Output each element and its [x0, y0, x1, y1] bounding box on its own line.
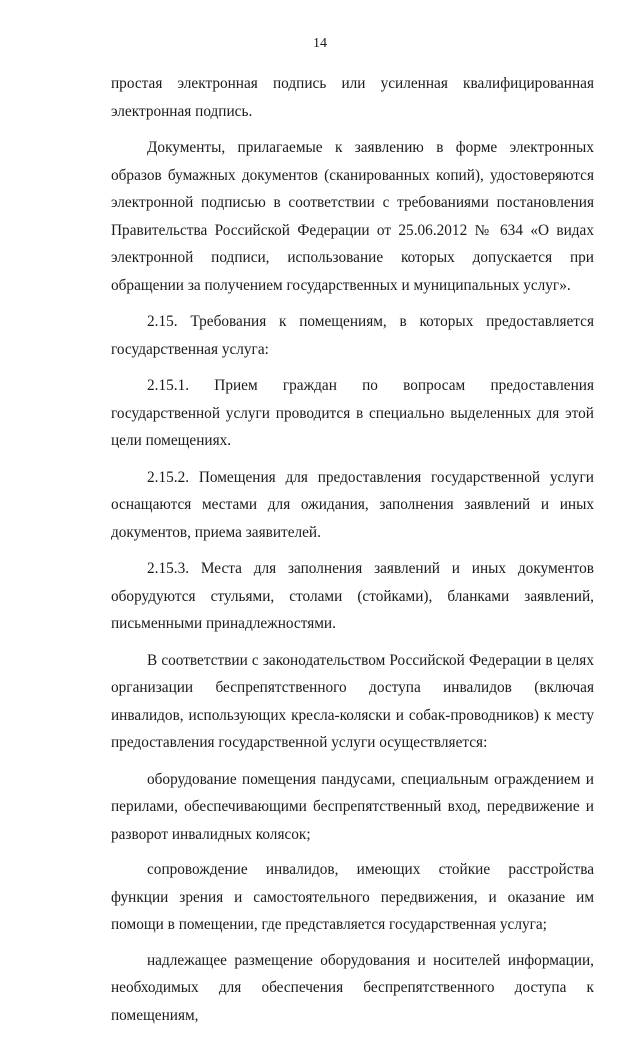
paragraph-2-15-2: 2.15.2. Помещения для предоставления государственной услуги оснащаются местами для ожидания, заполнения заявлений и иных документов, приема заявителей.: [111, 468, 594, 541]
paragraph-2-15-1: 2.15.1. Прием граждан по вопросам предоставления государственной услуги проводится в специально выделенных для этой цели помещениях.: [111, 377, 594, 449]
page-body: [111, 70, 594, 1037]
paragraph-equipment-placement: надлежащее размещение оборудования и носителей информации, необходимых для обеспечения беспрепятственного доступа к помещениям,: [111, 951, 594, 1024]
paragraph-signature-continuation: простая электронная подпись или усиленная квалифицированная электронная подпись.: [111, 75, 594, 120]
paragraph-accessibility-intro: В соответствии с законодательством Российской Федерации в целях организации беспрепятственного доступа инвалидов (включая инвалидов, использующих кресла-коляски и собак-проводников) к месту предоставления государственной услуги осуществляется:: [111, 651, 594, 751]
paragraph-assistance: сопровождение инвалидов, имеющих стойкие расстройства функции зрения и самостоятельного передвижения, и оказание им помощи в помещении, где представляется государственная услуга;: [111, 861, 594, 933]
paragraph-2-15-3: 2.15.3. Места для заполнения заявлений и иных документов оборудуются стульями, столами (стойками), бланками заявлений, письменными принадлежностями.: [111, 560, 594, 632]
paragraph-2-15: 2.15. Требования к помещениям, в которых предоставляется государственная услуга:: [111, 313, 594, 358]
page-number: 14: [313, 36, 327, 51]
paragraph-ramps: оборудование помещения пандусами, специальным ограждением и перилами, обеспечивающими беспрепятственный вход, передвижение и разворот инвалидных колясок;: [111, 770, 594, 843]
paragraph-electronic-documents: Документы, прилагаемые к заявлению в форме электронных образов бумажных документов (сканированных копий), удостоверяются электронной подписью в соответствии с требованиями постановления Правительства Российской Федерации от 25.06.2012 № 634 «О видах электронной подписи, использование которых допускается при обращении за получением государственных и муниципальных услуг».: [111, 139, 594, 294]
